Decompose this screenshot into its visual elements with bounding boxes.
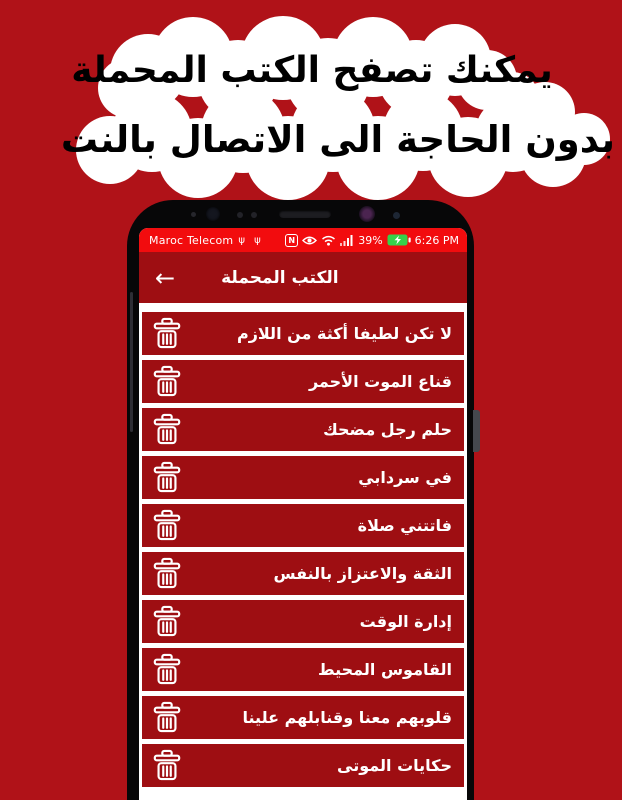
sensor-dot [237, 212, 243, 218]
book-title: قلوبهم معنا وقنابلهم علينا [242, 708, 452, 727]
delete-trash-icon[interactable] [152, 557, 182, 590]
app-bar [139, 252, 467, 303]
led-indicator [393, 212, 400, 219]
book-row[interactable] [142, 696, 464, 739]
back-arrow-icon[interactable]: ← [155, 263, 176, 292]
book-row[interactable] [142, 504, 464, 547]
delete-trash-icon[interactable] [152, 605, 182, 638]
delete-trash-icon[interactable] [152, 413, 182, 446]
phone-screen [139, 228, 467, 800]
nfc-icon: N [285, 234, 298, 247]
delete-trash-icon[interactable] [152, 365, 182, 398]
book-row[interactable] [142, 552, 464, 595]
book-row[interactable] [142, 744, 464, 787]
status-bar [139, 228, 467, 252]
delete-trash-icon[interactable] [152, 701, 182, 734]
book-title: القاموس المحيط [317, 660, 452, 679]
battery-icon [387, 234, 411, 246]
book-row[interactable] [142, 600, 464, 643]
cloud-shape [0, 0, 622, 215]
sensor-dot [251, 212, 257, 218]
proximity-sensor-dot [191, 212, 196, 217]
signal-icon [340, 235, 353, 246]
delete-trash-icon[interactable] [152, 653, 182, 686]
delete-trash-icon[interactable] [152, 317, 182, 350]
book-row[interactable] [142, 648, 464, 691]
delete-trash-icon[interactable] [152, 509, 182, 542]
book-list [139, 303, 467, 800]
book-title: قناع الموت الأحمر [308, 372, 452, 391]
delete-trash-icon[interactable] [152, 749, 182, 782]
caption-line-2: بدون الحاجة الى الاتصال بالنت [60, 118, 616, 161]
screen-edge-highlight [130, 292, 133, 432]
book-title: حلم رجل مضحك [323, 420, 452, 439]
book-row[interactable] [142, 408, 464, 451]
book-row[interactable] [142, 456, 464, 499]
book-title: فاتتني صلاة [357, 516, 452, 535]
book-title: الثقة والاعتزاز بالنفس [273, 564, 452, 583]
earpiece-speaker [279, 210, 331, 218]
caption-line-1: يمكنك تصفح الكتب المحملة [71, 50, 553, 91]
phone-top-bezel [127, 200, 474, 228]
front-camera [359, 206, 375, 222]
carrier-label: Maroc Telecom [149, 233, 234, 247]
book-title: حكايات الموتى [337, 756, 452, 775]
book-title: لا تكن لطيفا أكثة من اللازم [236, 324, 452, 343]
clock-label: 6:26 PM [414, 233, 459, 247]
power-button [473, 410, 480, 452]
book-row[interactable] [142, 360, 464, 403]
wifi-icon [321, 235, 336, 246]
page-title: الكتب المحملة [221, 267, 339, 288]
book-title: إدارة الوقت [359, 612, 452, 631]
eye-icon [302, 235, 317, 246]
battery-percent: 39% [358, 233, 383, 247]
phone-mockup [127, 200, 474, 800]
usb-icon: ψ ψ [238, 234, 264, 246]
book-title: في سردابي [358, 468, 452, 487]
delete-trash-icon[interactable] [152, 461, 182, 494]
book-row[interactable] [142, 312, 464, 355]
iris-sensor [206, 207, 220, 221]
